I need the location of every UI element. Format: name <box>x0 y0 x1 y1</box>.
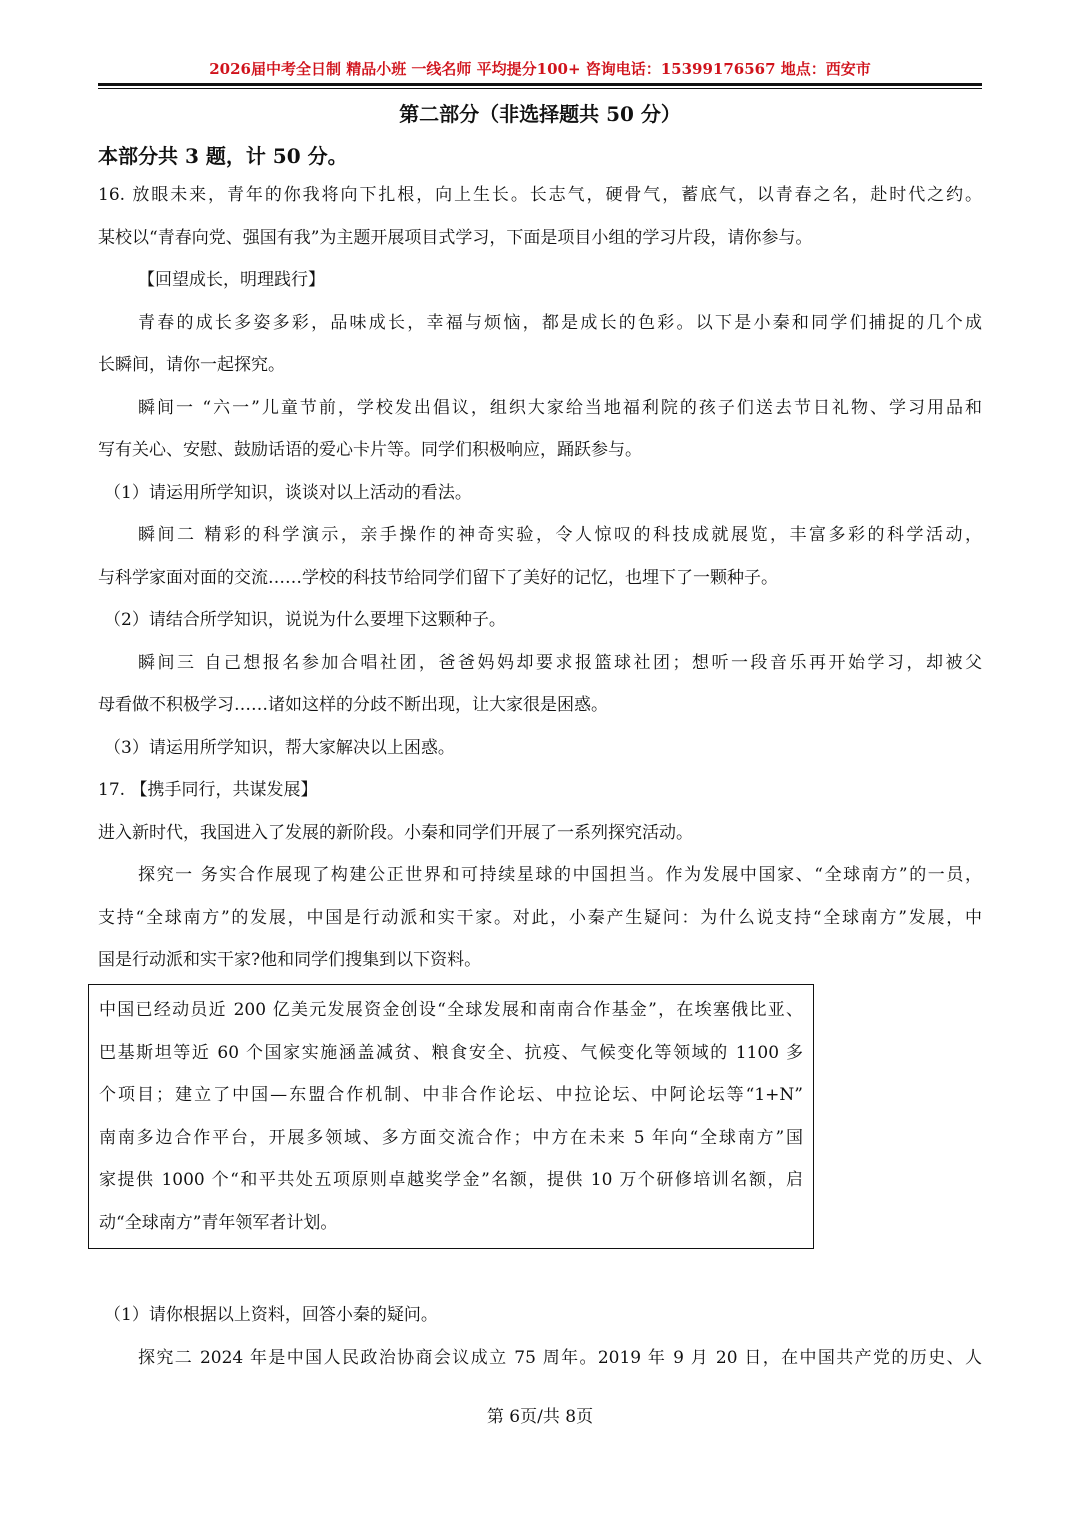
explore-1-line-2: 支持“全球南方”的发展，中国是行动派和实干家。对此，小秦产生疑问：为什么说支持“全球南方”发展，中 <box>98 908 982 928</box>
material-line-6: 动“全球南方”青年领军者计划。 <box>99 1213 338 1233</box>
moment-3-line-2: 母看做不积极学习……诸如这样的分歧不断出现，让大家很是困惑。 <box>98 695 608 715</box>
header-rule-thick <box>98 83 982 86</box>
part-title: 第二部分（非选择题共 50 分） <box>399 102 681 126</box>
section-intro: 本部分共 3 题，计 50 分。 <box>98 144 348 168</box>
q16-sub-question-3: （3）请运用所学知识，帮大家解决以上困惑。 <box>104 738 455 758</box>
q17-intro: 进入新时代，我国进入了发展的新阶段。小秦和同学们开展了一系列探究活动。 <box>98 823 693 843</box>
material-box <box>88 984 814 1249</box>
q17-title: 17. 【携手同行，共谋发展】 <box>98 780 318 800</box>
explore-1-line-1: 探究一 务实合作展现了构建公正世界和可持续星球的中国担当。作为发展中国家、“全球南方”的一员， <box>138 865 982 885</box>
explore-2-line-1: 探究二 2024 年是中国人民政治协商会议成立 75 周年。2019 年 9 月 20 日，在中国共产党的历史、人 <box>138 1348 982 1368</box>
moment-2-line-2: 与科学家面对面的交流……学校的科技节给同学们留下了美好的记忆，也埋下了一颗种子。 <box>98 568 778 588</box>
q16-subtitle: 【回望成长，明理践行】 <box>138 270 325 290</box>
q16-stem-line-1: 16. 放眼未来，青年的你我将向下扎根，向上生长。长志气，硬骨气，蓄底气，以青春之名，赴时代之约。 <box>98 185 982 205</box>
header-banner: 2026届中考全日制 精品小班 一线名师 平均提分100+ 咨询电话：15399176567 地点：西安市 <box>209 60 871 78</box>
moment-1-line-1: 瞬间一 “六一”儿童节前，学校发出倡议，组织大家给当地福利院的孩子们送去节日礼物、学习用品和 <box>138 398 982 418</box>
moment-3-line-1: 瞬间三 自己想报名参加合唱社团，爸爸妈妈却要求报篮球社团；想听一段音乐再开始学习，却被父 <box>138 653 982 673</box>
header-rule-thin <box>98 88 982 89</box>
page-number: 第 6页/共 8页 <box>486 1407 594 1427</box>
q16-sub-question-2: （2）请结合所学知识，说说为什么要埋下这颗种子。 <box>104 610 506 630</box>
q16-stem-line-2: 某校以“青春向党、强国有我”为主题开展项目式学习，下面是项目小组的学习片段，请你参与。 <box>98 228 813 248</box>
material-line-3: 个项目；建立了中国—东盟合作机制、中非合作论坛、中拉论坛、中阿论坛等“1+N” <box>99 1085 803 1105</box>
material-line-4: 南南多边合作平台，开展多领域、多方面交流合作；中方在未来 5 年向“全球南方”国 <box>99 1128 803 1148</box>
material-line-1: 中国已经动员近 200 亿美元发展资金创设“全球发展和南南合作基金”，在埃塞俄比亚、 <box>99 1000 803 1020</box>
explore-1-line-3: 国是行动派和实干家?他和同学们搜集到以下资料。 <box>98 950 482 970</box>
q17-sub-question-1: （1）请你根据以上资料，回答小秦的疑问。 <box>104 1305 438 1325</box>
moment-1-line-2: 写有关心、安慰、鼓励话语的爱心卡片等。同学们积极响应，踊跃参与。 <box>98 440 642 460</box>
q16-intro-line-2: 长瞬间，请你一起探究。 <box>98 355 285 375</box>
q16-intro-line-1: 青春的成长多姿多彩，品味成长，幸福与烦恼，都是成长的色彩。以下是小秦和同学们捕捉的几个成 <box>138 313 982 333</box>
q16-sub-question-1: （1）请运用所学知识，谈谈对以上活动的看法。 <box>104 483 472 503</box>
moment-2-line-1: 瞬间二 精彩的科学演示，亲手操作的神奇实验，令人惊叹的科技成就展览，丰富多彩的科学活动， <box>138 525 982 545</box>
material-line-5: 家提供 1000 个“和平共处五项原则卓越奖学金”名额，提供 10 万个研修培训名额，启 <box>99 1170 803 1190</box>
material-line-2: 巴基斯坦等近 60 个国家实施涵盖减贫、粮食安全、抗疫、气候变化等领域的 1100 多 <box>99 1043 803 1063</box>
